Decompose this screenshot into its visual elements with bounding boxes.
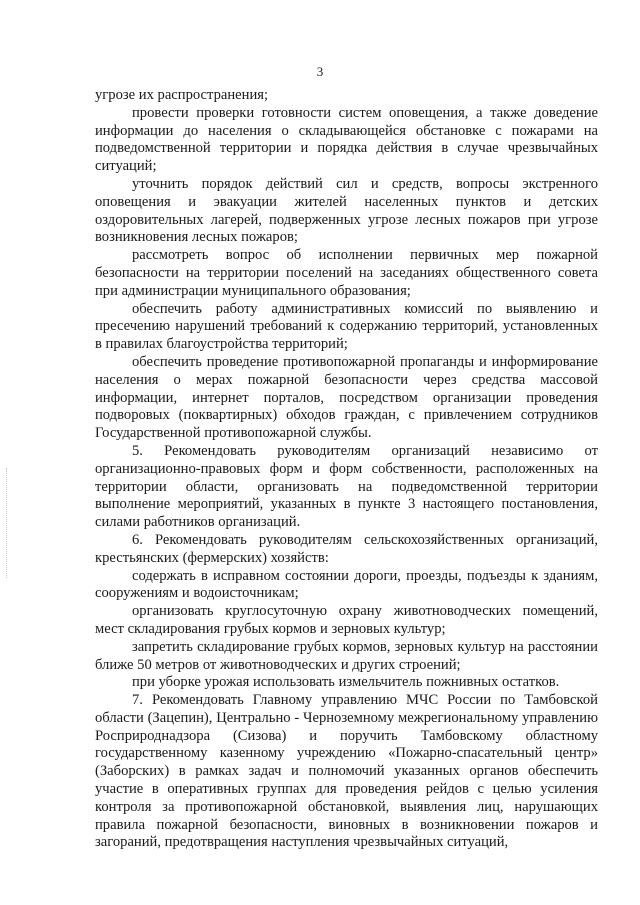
paragraph-fire-propaganda: обеспечить проведение противопожарной пропаганды и информирование населения о мерах пожарной безопасности через средства массовой информации, интернет порталов, посредством организации проведения подворовых (поквартирных) обходов граждан, с привлечением сотрудников Государственной противопожарной службы. xyxy=(95,353,598,442)
paragraph-roads: содержать в исправном состоянии дороги, проезды, подъезды к зданиям, сооружениям и водоисточникам; xyxy=(95,567,598,602)
paragraph-continuation: угрозе их распространения; xyxy=(95,87,269,103)
paragraph-item-6: 6. Рекомендовать руководителям сельскохозяйственных организаций, крестьянских (фермерских) хозяйств: xyxy=(95,531,598,566)
paragraph-livestock-guard: организовать круглосуточную охрану животноводческих помещений, мест складирования грубых кормов и зерновых культур; xyxy=(95,603,598,637)
paragraph-harvest: при уборке урожая использовать измельчитель пожнивных остатков. xyxy=(132,674,560,691)
document-body xyxy=(95,87,598,852)
paragraph-public-council: рассмотреть вопрос об исполнении первичных мер пожарной безопасности на территории поселений на заседаниях общественного совета при администрации муниципального образования; xyxy=(95,247,598,299)
paragraph-administrative-commissions: обеспечить работу административных комиссий по выявлению и пресечению нарушений требований к содержанию территорий, установленных в правилах благоустройства территорий; xyxy=(95,300,598,353)
paragraph-evacuation-procedure: уточнить порядок действий сил и средств, вопросы экстренного оповещения и эвакуации жителей населенных пунктов и детских оздоровительных лагерей, подверженных угрозе лесных пожаров при угрозе возникновения лесных пожаров; xyxy=(95,175,598,246)
paragraph-item-5: 5. Рекомендовать руководителям организаций независимо от организационно-правовых форм и форм собственности, расположенных на территории области, организовать на подведомственной территории выполнение мероприятий, указанных в пункте 3 настоящего постановления, силами работников организаций. xyxy=(95,442,598,531)
paragraph-item-7: 7. Рекомендовать Главному управлению МЧС России по Тамбовской области (Зацепин), Центрально - Черноземному межрегиональному управлению Росприроднадзора (Сизова) и поручить Тамбовскому областному государственному казенному учреждению «Пожарно-спасательный центр» (Заборских) в рамках задач и полномочий указанных органов обеспечить участие в оперативных группах для проведения рейдов с целью усиления контроля за противопожарной обстановкой, выявления лиц, нарушающих правила пожарной безопасности, виновных в возникновении пожаров и загораний, предотвращения наступления чрезвычайных ситуаций, xyxy=(95,692,598,851)
paragraph-notification-check: провести проверки готовности систем оповещения, а также доведение информации до населения о складывающейся обстановке с пожарами на подведомственной территории и порядка действия в случае чрезвычайных ситуаций; xyxy=(95,104,598,175)
page-number: 3 xyxy=(316,64,324,79)
margin-scan-mark xyxy=(6,468,10,578)
paragraph-storage-ban: запретить складирование грубых кормов, зерновых культур на расстоянии ближе 50 метров от животноводческих и других строений; xyxy=(95,638,598,673)
